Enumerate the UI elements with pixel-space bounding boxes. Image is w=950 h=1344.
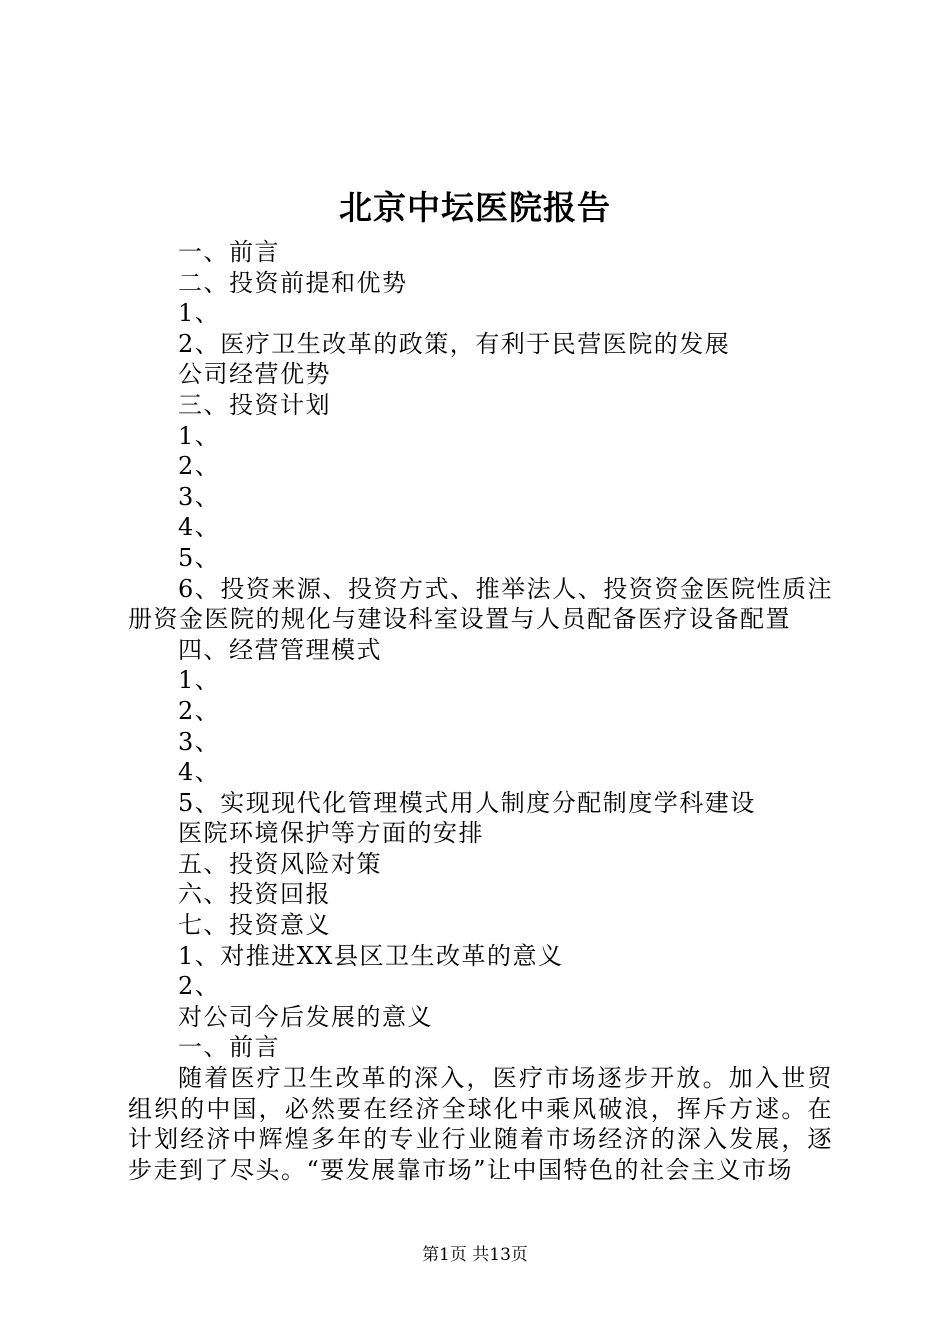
- document-title: 北京中坛医院报告: [339, 188, 611, 227]
- outline-line: 医院环境保护等方面的安排: [178, 819, 484, 848]
- outline-line: 1、: [178, 299, 221, 328]
- outline-line: 三、投资计划: [178, 390, 331, 419]
- outline-line: 六、投资回报: [178, 880, 331, 909]
- outline-line: 对公司今后发展的意义: [178, 1002, 433, 1031]
- outline-line: 五、投资风险对策: [178, 849, 382, 878]
- outline-line: 4、: [178, 758, 221, 787]
- outline-line: 2、: [178, 452, 221, 481]
- outline-line: 四、经营管理模式: [178, 635, 382, 664]
- outline-line: 1、: [178, 666, 221, 695]
- outline-line: 3、: [178, 482, 221, 511]
- document-body: [128, 237, 833, 1185]
- outline-line: 一、前言: [178, 1033, 280, 1062]
- page-number-footer: 第1页 共13页: [422, 1245, 528, 1265]
- outline-line: 一、前言: [178, 238, 280, 266]
- outline-line: 七、投资意义: [178, 911, 331, 940]
- preface-paragraph: 随着医疗卫生改革的深入，医疗市场逐步开放。加入世贸组织的中国，必然要在经济全球化中乘风破浪，挥斥方逑。在计划经济中辉煌多年的专业行业随着市场经济的深入发展，逐步走到了尽头。“要发展靠市场”让中国特色的社会主义市场: [128, 1064, 833, 1184]
- investment-paragraph: 6、投资来源、投资方式、推举法人、投资资金医院性质注册资金医院的规化与建设科室设置与人员配备医疗设备配置: [128, 574, 833, 634]
- outline-line: 2、: [178, 696, 221, 725]
- outline-line: 1、对推进XX县区卫生改革的意义: [178, 941, 564, 970]
- outline-line: 2、医疗卫生改革的政策，有利于民营医院的发展: [178, 329, 731, 358]
- outline-line: 1、: [178, 421, 221, 450]
- outline-line: 二、投资前提和优势: [178, 268, 408, 297]
- outline-line: 公司经营优势: [178, 360, 331, 389]
- outline-line: 5、实现现代化管理模式用人制度分配制度学科建设: [178, 788, 756, 817]
- outline-line: 3、: [178, 727, 221, 756]
- outline-line: 4、: [178, 513, 221, 542]
- outline-line: 2、: [178, 972, 221, 1001]
- outline-line: 5、: [178, 543, 221, 572]
